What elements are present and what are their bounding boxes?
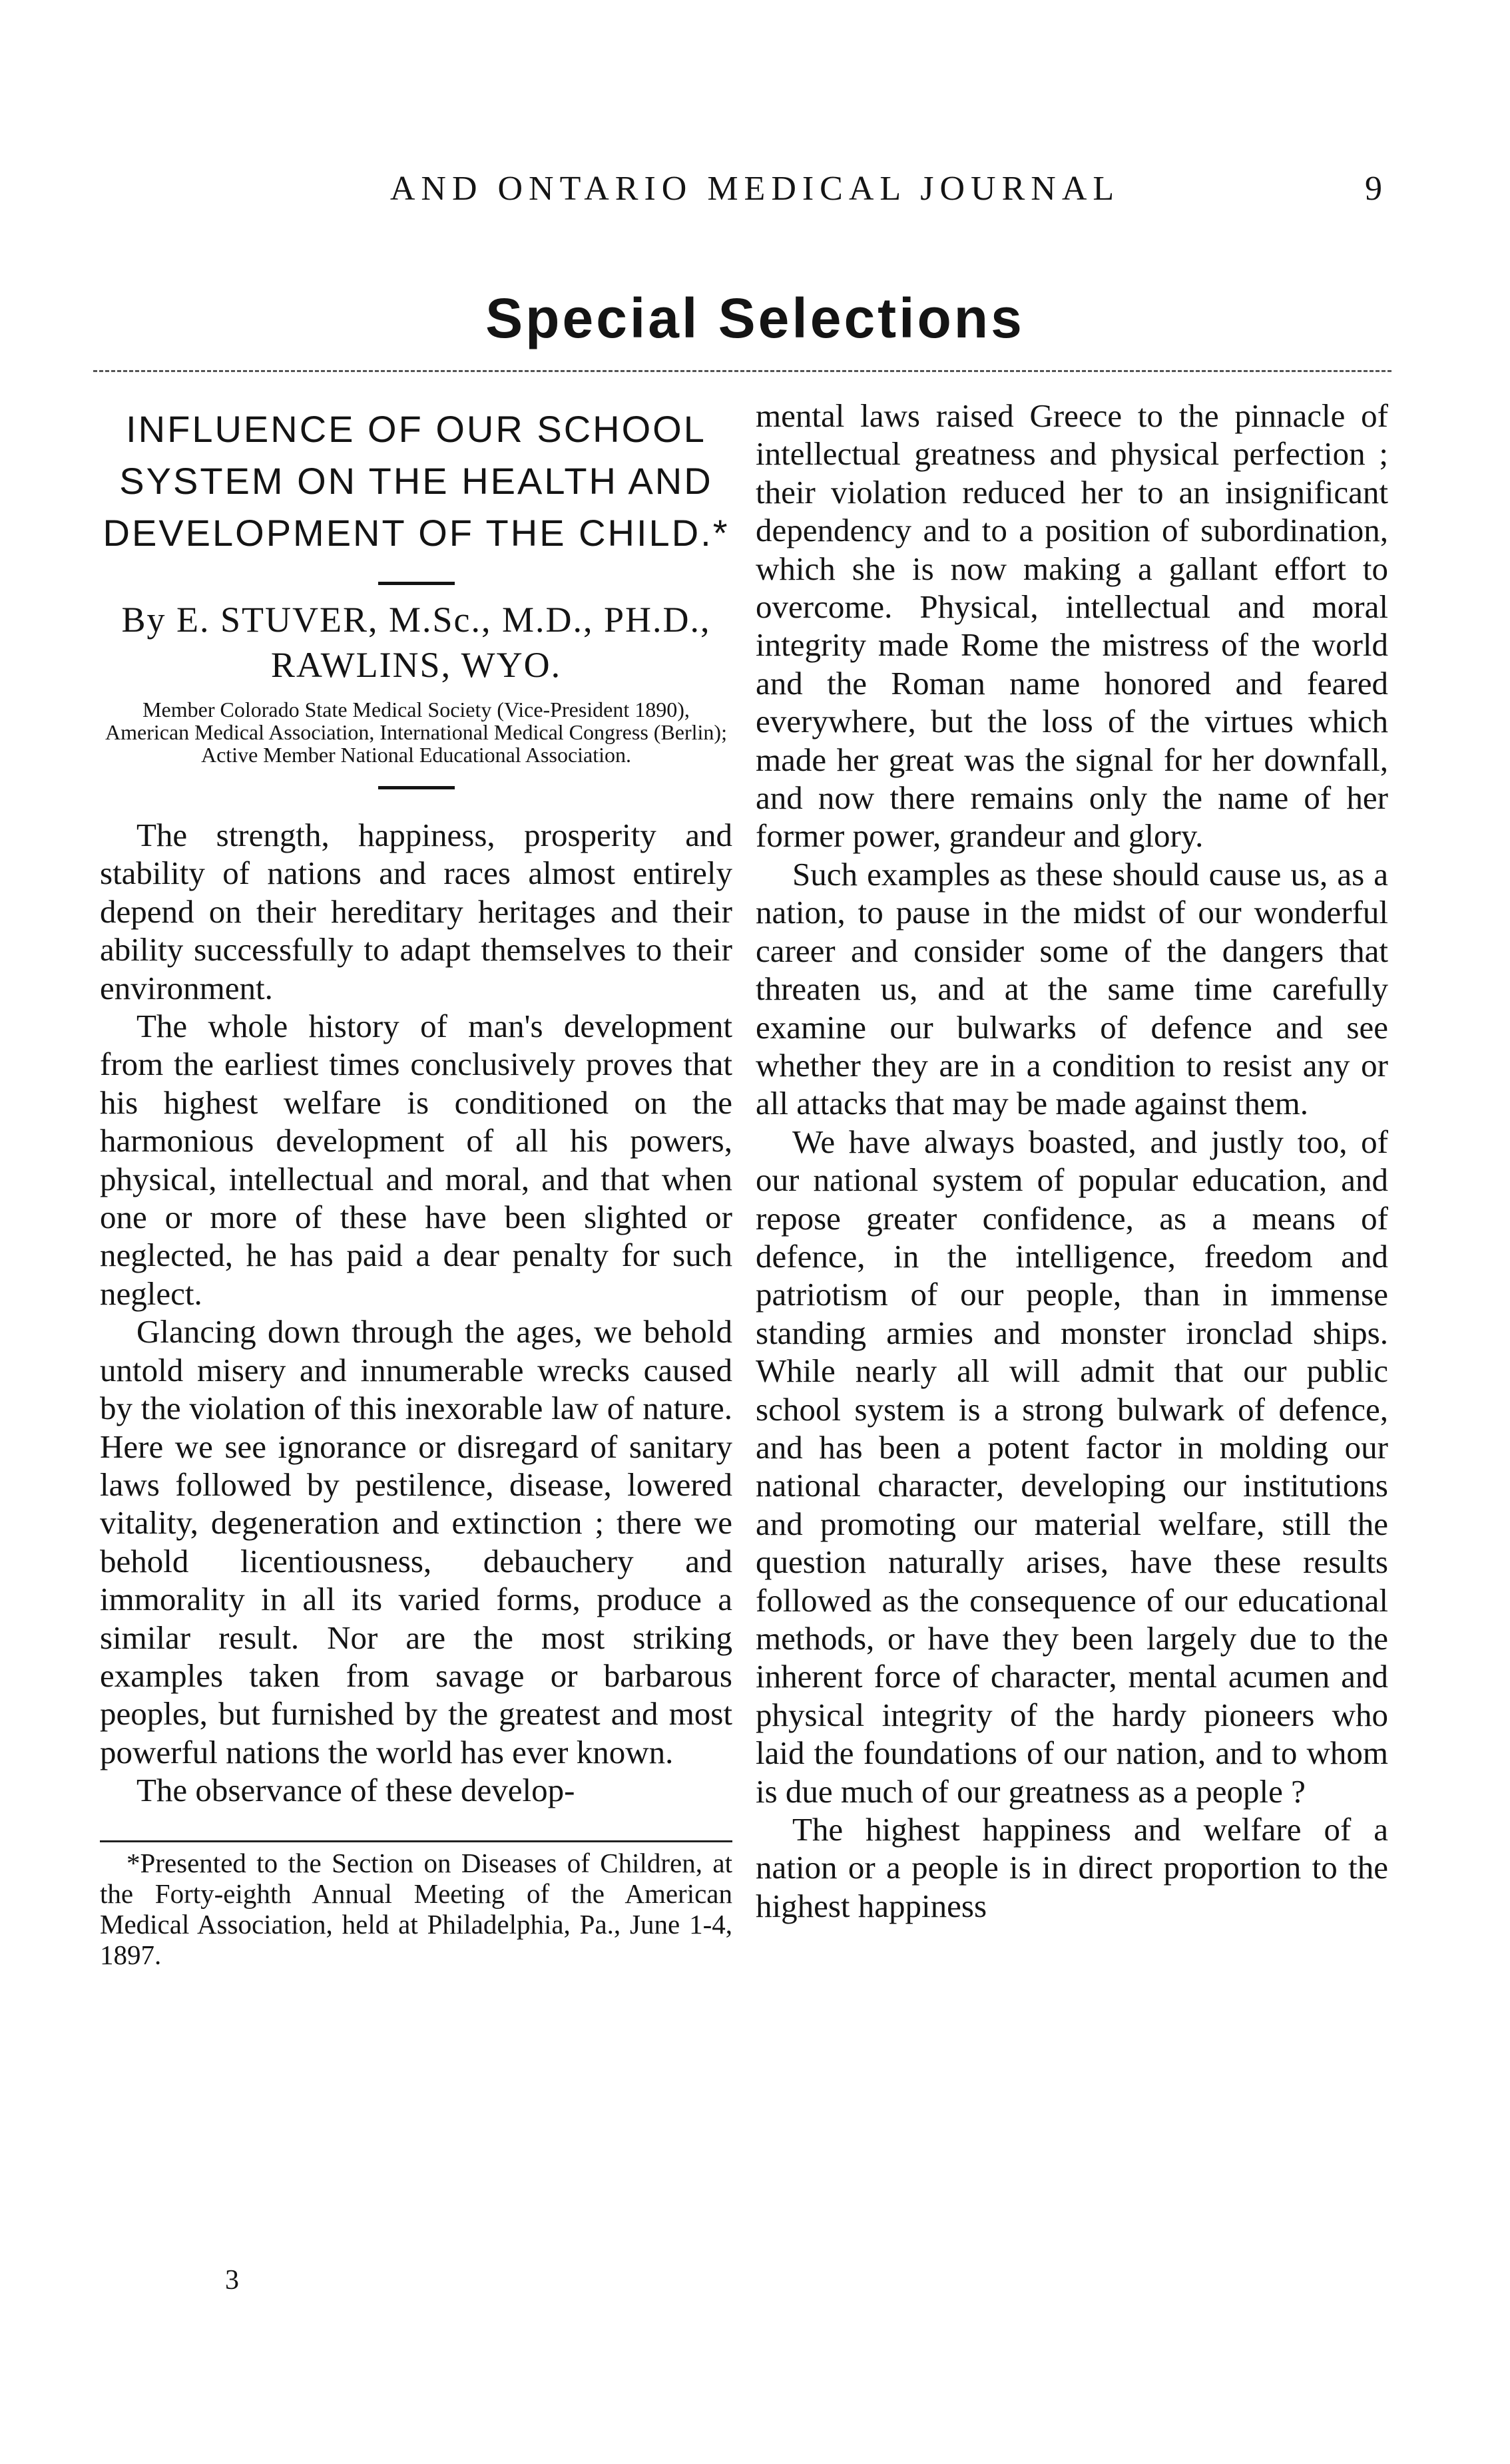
- paragraph: mental laws raised Greece to the pinnacle of intellectual greatness and physical perfection ; their violation reduced her to an insignificant dependency and to a position of subordination, which she is now making a gallant effort to overcome. Physical, intellectual and moral integrity made Rome the mistress of the world and the Roman name honored and feared everywhere, but the loss of the virtues which made her great was the signal for her downfall, and now there remains only the name of her former power, grandeur and glory.: [756, 397, 1388, 855]
- article-title: INFLUENCE OF OUR SCHOOL SYSTEM ON THE HEALTH AND DEVELOPMENT OF THE CHILD.*: [103, 408, 730, 554]
- paragraph: The whole history of man's development from the earliest times conclusively proves that his highest welfare is conditioned on the harmonious development of all his powers, physical, intellectual and moral, and that when one or more of these have been slighted or neglected, he has paid a dear penalty for such neglect.: [100, 1008, 732, 1312]
- byline-rule: [378, 786, 455, 789]
- byline: [100, 597, 732, 688]
- paragraph: The observance of these develop-: [136, 1772, 575, 1809]
- paragraph: The highest happiness and welfare of a nation or a people is in direct proportion to the highest happiness: [756, 1811, 1388, 1924]
- footnote-divider: [100, 1840, 732, 1842]
- right-column: [756, 397, 1388, 1925]
- title-rule: [378, 582, 455, 585]
- section-title: Special Selections: [485, 287, 1025, 349]
- paragraph: Such examples as these should cause us, as a nation, to pause in the midst of our wonderful career and consider some of the dangers that threaten us, and at the same time carefully examine our bulwarks of defence and see whether they are in a condition to resist any or all attacks that may be made against them.: [756, 855, 1388, 1122]
- paragraph: Glancing down through the ages, we behold untold misery and innumerable wrecks caused by the violation of this inexorable law of nature. Here we see ignorance or disregard of sanitary laws followed by pestilence, disease, lowered vitality, degeneration and extinction ; there we behold licentiousness, debauchery and immorality in all its varied forms, produce a similar result. Nor are the most striking examples taken from savage or barbarous peoples, but furnished by the greatest and most powerful nations the world has ever known.: [100, 1313, 732, 1770]
- page-number: 9: [1365, 170, 1382, 208]
- paragraph: The strength, happiness, prosperity and stability of nations and races almost entirely depend on their hereditary heritages and their ability successfully to adapt themselves to their environment.: [100, 817, 732, 1006]
- author-location: RAWLINS, WYO.: [270, 645, 562, 685]
- folio: 3: [225, 2265, 239, 2296]
- paragraph: We have always boasted, and justly too, of our national system of popular education, and repose greater confidence, as a means of defence, in the intelligence, freedom and patriotism of our people, than in immense standing armies and monster ironclad ships. While nearly all will admit that our public school system is a strong bulwark of defence, and has been a potent factor in molding our national character, developing our institutions and promoting our material welfare, still the question naturally arises, have these results followed as the consequence of our educational methods, or have they been largely due to the inherent force of character, mental acumen and physical integrity of the hardy pioneers who laid the foundations of our nation, and to whom is due much of our greatness as a people ?: [756, 1123, 1388, 1810]
- author-name: By E. STUVER, M.Sc., M.D., PH.D.,: [121, 600, 711, 640]
- author-credentials: Member Colorado State Medical Society (Vice-President 1890), American Medical Association, International Medical Congress (Berlin); Active Member National Educational Association.: [105, 698, 727, 767]
- section-divider: [93, 370, 1391, 372]
- running-head: AND ONTARIO MEDICAL JOURNAL: [389, 170, 1121, 208]
- footnote: *Presented to the Section on Diseases of Children, at the Forty-eighth Annual Meeting of the American Medical Association, held at Philadelphia, Pa., June 1-4, 1897.: [100, 1847, 732, 1970]
- left-column: [100, 397, 732, 1970]
